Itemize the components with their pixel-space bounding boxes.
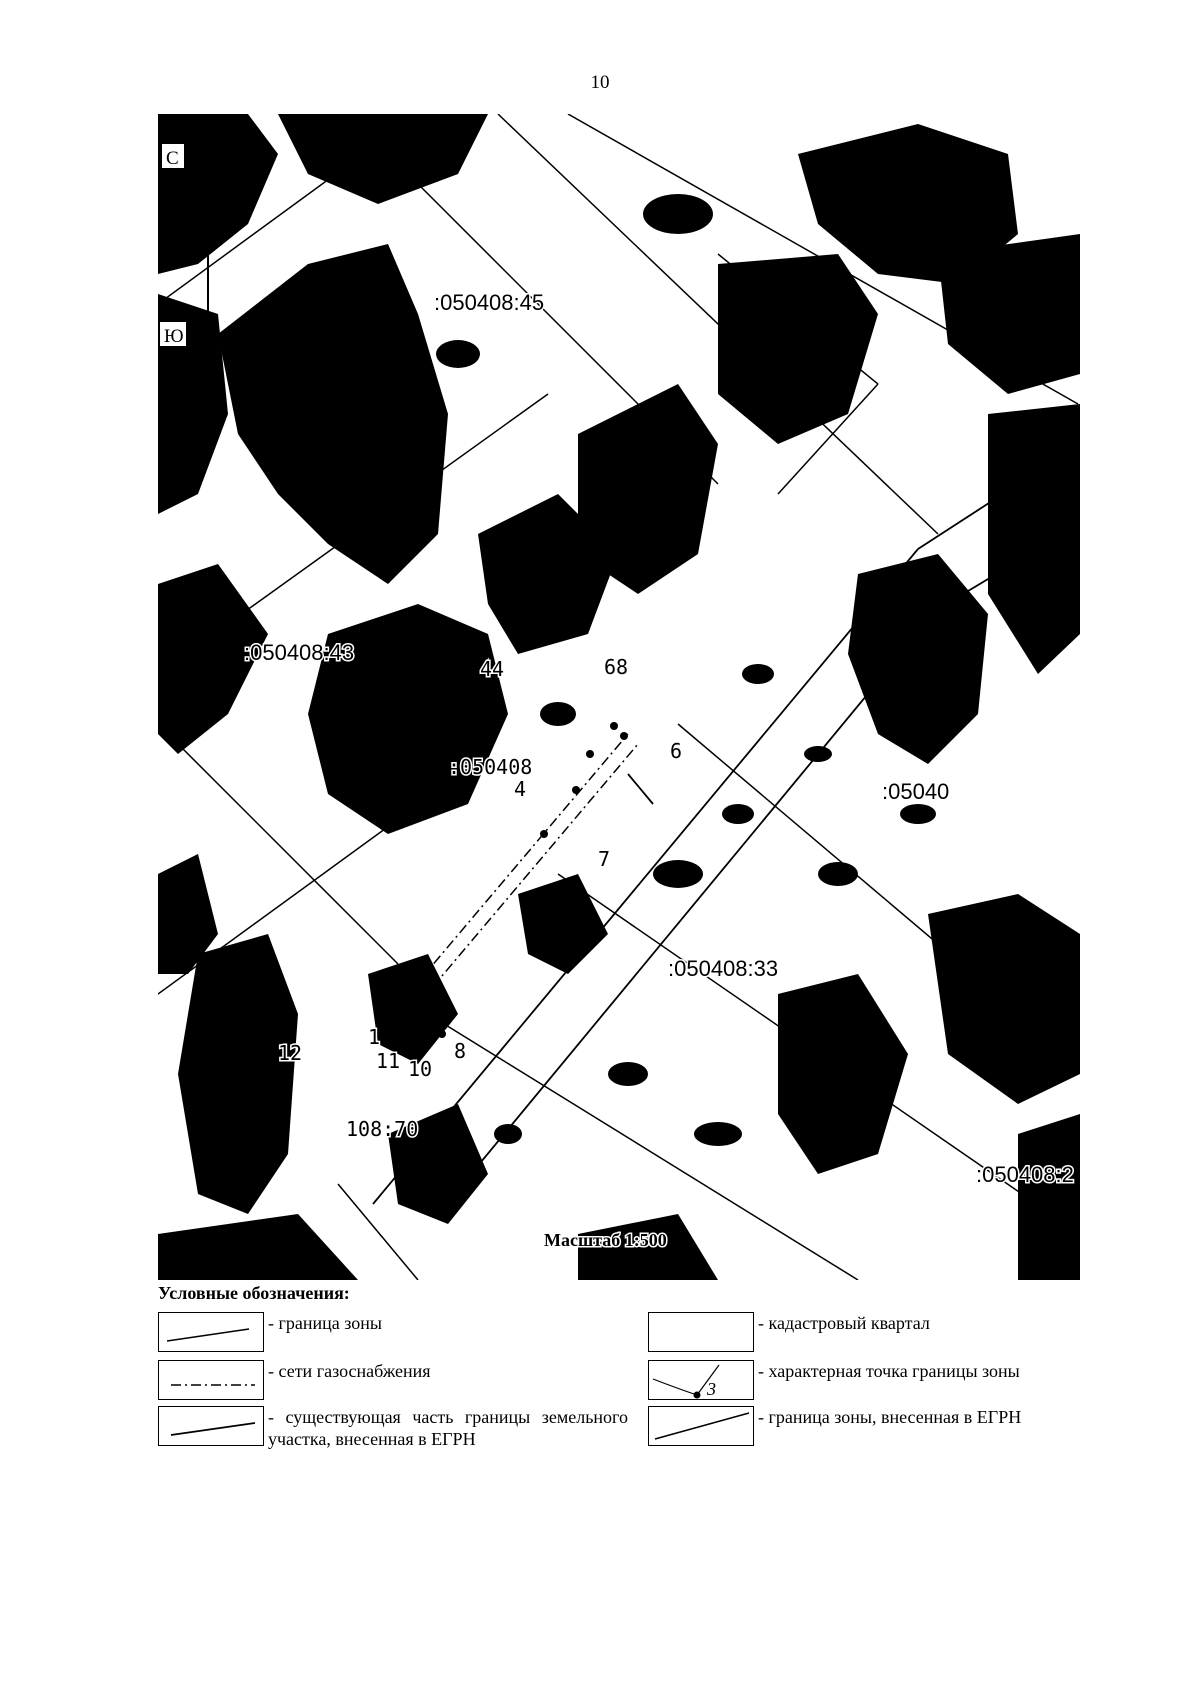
parcel-label-33: :050408:33	[668, 956, 779, 981]
legend-symbol-cadastral-quarter	[648, 1312, 754, 1352]
legend-text-zone-border: - граница зоны	[268, 1313, 382, 1333]
parcel-label-70: 108:70	[346, 1117, 419, 1141]
point-label-8: 8	[454, 1039, 467, 1063]
legend-text-existing-part: - существующая часть границы земельного участка, внесенная в ЕГРН	[268, 1407, 628, 1449]
legend-symbol-existing-part	[158, 1406, 264, 1446]
legend-text-gas-networks: - сети газоснабжения	[268, 1361, 431, 1381]
parcel-label-bottom-right: :050408:2	[976, 1162, 1074, 1187]
legend-symbol-zone-border-egrn	[648, 1406, 754, 1446]
parcel-label-43: :050408:43	[244, 640, 355, 665]
map-canvas	[158, 114, 1080, 1280]
scale-label: Масштаб 1:500	[544, 1230, 667, 1250]
point-label-10: 10	[408, 1057, 433, 1081]
zone-border	[373, 444, 1080, 1214]
point-label-12: 12	[278, 1041, 303, 1065]
parcel-label-68: 68	[604, 655, 629, 679]
legend-item-zone-border-egrn	[648, 1406, 1021, 1446]
legend-item-gas-networks	[158, 1360, 431, 1400]
legend-item-zone-border	[158, 1312, 382, 1352]
south-label: Ю	[164, 326, 184, 347]
legend-symbol-characteristic-point	[648, 1360, 754, 1400]
north-label: С	[166, 148, 179, 169]
aerial-imagery	[158, 114, 1080, 1280]
legend-symbol-zone-border	[158, 1312, 264, 1352]
point-label-7: 7	[598, 847, 611, 871]
parcel-label-right: :05040	[882, 779, 950, 804]
point-label-11: 11	[376, 1049, 401, 1073]
legend-item-cadastral-quarter	[648, 1312, 930, 1352]
parcel-label-44: 44	[480, 657, 505, 681]
map-view[interactable]	[158, 114, 1080, 1280]
legend-point-sample-label: 3	[707, 1379, 716, 1399]
parcel-label-45: :050408:45	[434, 290, 545, 315]
point-label-6: 6	[670, 739, 683, 763]
legend-text-cadastral-quarter: - кадастровый квартал	[758, 1313, 930, 1333]
legend-text-zone-border-egrn: - граница зоны, внесенная в ЕГРН	[758, 1407, 1022, 1427]
legend-text-characteristic-point: - характерная точка границы зоны	[758, 1361, 1020, 1381]
point-label-1: 1	[368, 1025, 381, 1049]
legend-item-existing-part	[158, 1406, 628, 1450]
parcel-label-050408: :050408	[448, 755, 533, 779]
legend-symbol-gas-networks	[158, 1360, 264, 1400]
point-label-4: 4	[514, 777, 527, 801]
legend-title: Условные обозначения:	[158, 1283, 350, 1303]
page-number: 10	[590, 72, 610, 93]
legend-item-characteristic-point	[648, 1360, 1020, 1400]
